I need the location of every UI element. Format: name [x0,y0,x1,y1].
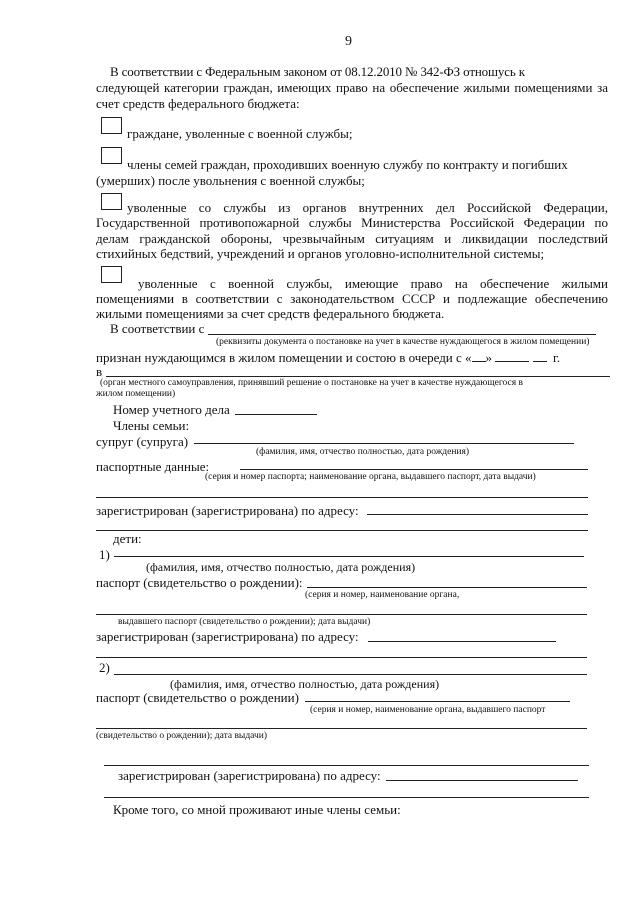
recognized-text: признан нуждающимся в жилом помещении и состою в очереди с « [96,350,472,365]
child-1-passport-field-line-2[interactable] [96,614,587,615]
year-suffix: г. [553,350,561,365]
child-1-address-field[interactable] [368,641,556,642]
child-2-passport-field-line-2[interactable] [96,728,587,729]
passport-field[interactable] [240,469,588,470]
passport-hint: (серия и номер паспорта; наименование органа, выдавшего паспорт, дата выдачи) [205,472,536,482]
account-label: Номер учетного дела [113,402,230,417]
child-2-passport-hint-2: (свидетельство о рождении); дата выдачи) [96,731,268,741]
child-2-address-field[interactable] [386,780,578,781]
spouse-address-field-line-2[interactable] [96,530,588,531]
category-1-label: граждане, уволенные с военной службы; [127,126,353,141]
category-4-line-1: уволенные с военной службы, имеющие право на обеспечение жилыми [138,276,608,291]
recognized-label [96,350,560,365]
organ-field[interactable] [106,376,610,377]
spouse-address-field[interactable] [367,514,588,515]
queue-month-field[interactable] [495,350,529,362]
intro-line-2: следующей категории граждан, имеющих право на обеспечение жилыми помещениями за [96,80,608,95]
child-2-passport-field[interactable] [305,701,570,702]
family-title: Члены семьи: [113,418,190,433]
account-number-field[interactable] [235,414,317,415]
accordance-label: В соответствии с [110,321,205,336]
children-title: дети: [113,531,142,546]
child-1-registered-label: зарегистрирован (зарегистрирована) по адресу: [96,629,359,644]
queue-year-field[interactable] [533,350,547,362]
child-1-fio-field[interactable] [114,556,584,557]
spouse-field[interactable] [194,443,574,444]
child-2-address-field-line-2[interactable] [104,797,589,798]
category-3-line-4: стихийных бедствий, учреждений и органов уголовно-исполнительной системы; [96,246,545,261]
child-2-number: 2) [99,660,110,675]
child-2-registered-label: зарегистрирован (зарегистрирована) по адресу: [118,768,381,783]
page-number: 9 [345,34,352,49]
accordance-document-field[interactable] [208,334,596,335]
child-1-passport-field[interactable] [307,587,587,588]
category-3-line-2: Государственной противопожарной службы Министерства Российской Федерации по [96,215,608,230]
spouse-fio-hint: (фамилия, имя, отчество полностью, дата рождения) [256,447,470,457]
category-2-line-2: (умерших) после увольнения с военной службы; [96,173,365,188]
child-1-fio-hint: (фамилия, имя, отчество полностью, дата рождения) [146,560,416,574]
spouse-label: супруг (супруга) [96,434,189,449]
child-1-passport-hint: (серия и номер, наименование органа, [305,590,460,600]
quote-close: » [485,350,493,365]
child-2-passport-label: паспорт (свидетельство о рождении) [96,690,299,705]
child-2-fio-hint: (фамилия, имя, отчество полностью, дата рождения) [170,677,440,691]
category-2-line-1: члены семей граждан, проходивших военную службу по контракту и погибших [127,157,568,172]
organ-hint-2: жилом помещении) [96,389,176,399]
category-3-line-1: уволенные со службы из органов внутренних дел Российской Федерации, [127,200,608,215]
child-2-extra-line[interactable] [104,765,589,766]
child-1-address-field-line-2[interactable] [96,657,587,658]
child-1-passport-hint-2: выдавшего паспорт (свидетельство о рождении); дата выдачи) [118,617,371,627]
category-2-checkbox[interactable] [101,147,122,164]
passport-field-line-2[interactable] [96,497,588,498]
category-4-line-3: жилыми помещениями за счет средств федерального бюджета. [96,306,445,321]
queue-day-field[interactable] [472,350,486,362]
organ-hint-1: (орган местного самоуправления, принявший решение о постановке на учет в качестве нуждающегося в [100,378,523,388]
in-label: в [96,364,103,379]
spouse-registered-label: зарегистрирован (зарегистрирована) по адресу: [96,503,359,518]
intro-line-1: В соответствии с Федеральным законом от 08.12.2010 № 342-ФЗ отношусь к [110,64,525,79]
intro-line-3: счет средств федерального бюджета: [96,96,300,111]
category-3-checkbox[interactable] [101,193,122,210]
child-1-passport-label: паспорт (свидетельство о рождении): [96,575,303,590]
child-1-number: 1) [99,547,110,562]
child-2-passport-hint: (серия и номер, наименование органа, выдавшего паспорт [310,705,546,715]
accordance-hint: (реквизиты документа о постановке на учет в качестве нуждающегося в жилом помещении) [216,337,590,347]
passport-label: паспортные данные: [96,459,210,474]
others-label: Кроме того, со мной проживают иные члены семьи: [113,802,401,817]
category-3-line-3: делам гражданской обороны, чрезвычайным ситуациям и ликвидации последствий [96,231,608,246]
category-4-checkbox[interactable] [101,266,122,283]
category-1-checkbox[interactable] [101,117,122,134]
category-4-line-2: помещениями в соответствии с законодательством СССР и подлежащие обеспечению [96,291,608,306]
child-2-fio-field[interactable] [114,674,587,675]
